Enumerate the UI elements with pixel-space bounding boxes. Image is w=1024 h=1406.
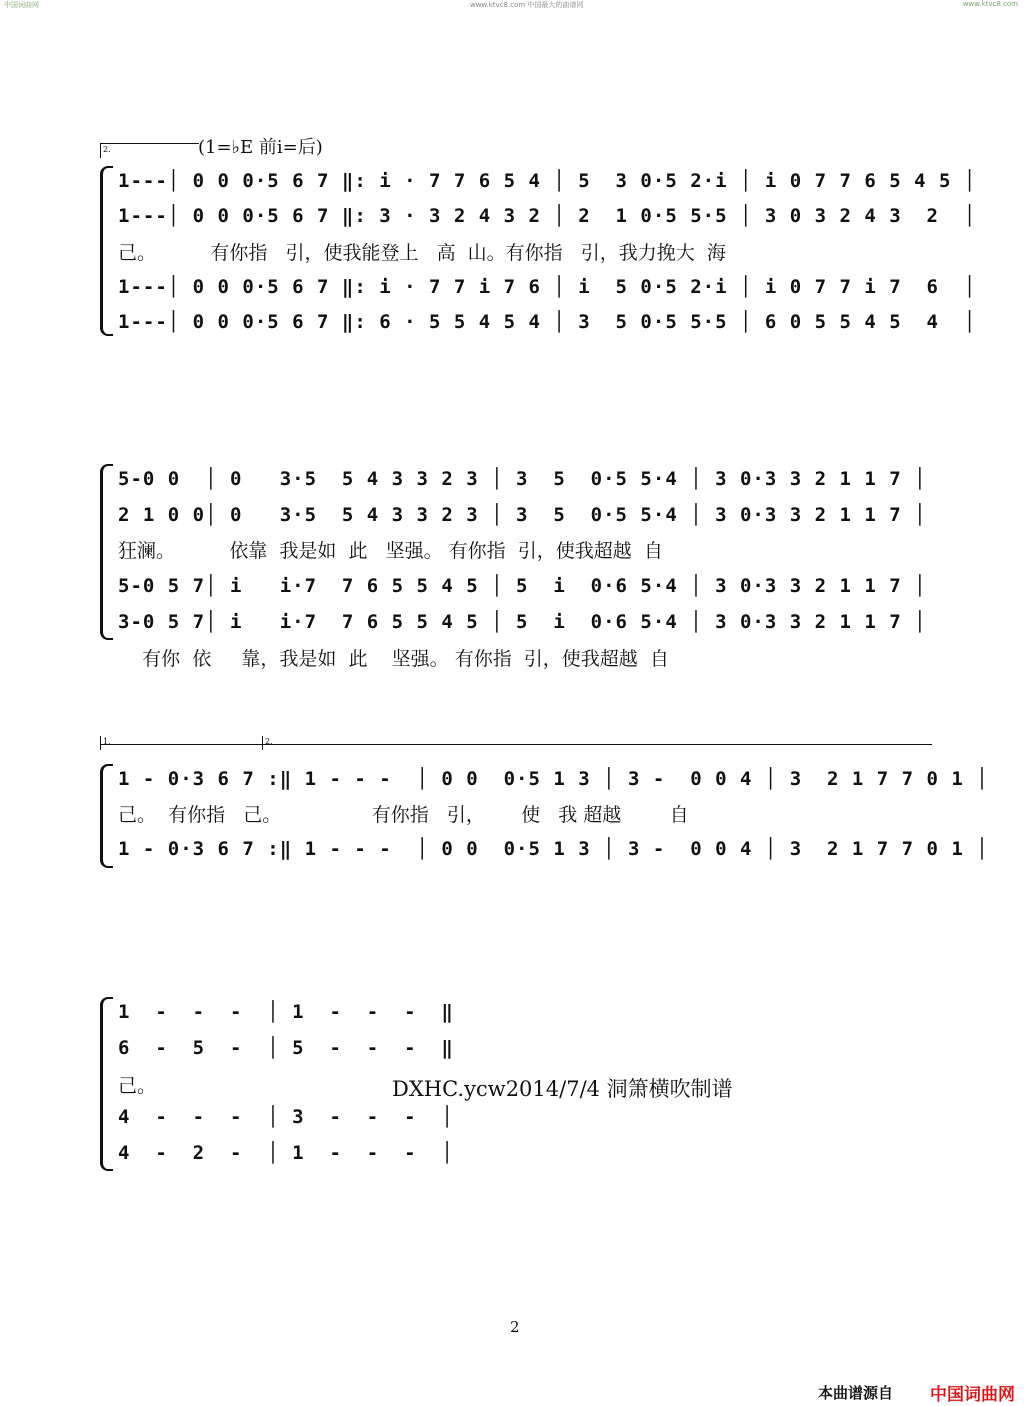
staff-row-tenor: 5-0 5 7│ i i·7 7 6 5 5 4 5 │ 5 i 0·6 5·4 │ 3 0·3 3 2 1 1 7 │ [118, 575, 927, 597]
source-label: 本曲谱源自 [818, 1384, 894, 1402]
system-bracket [100, 997, 113, 1171]
key-change-label: (1=♭E 前i=后) [198, 137, 323, 158]
lyric-line: 有你 依 靠，我是如 此 坚强。 有你指 引，使我超越 自 [118, 648, 669, 670]
arranger-credit: DXHC.ycw2014/7/4 洞箫横吹制谱 [392, 1077, 733, 1101]
volta-number: 2. [265, 737, 273, 746]
source-brand-link[interactable]: 中国词曲网 [930, 1385, 1015, 1405]
volta-first-ending [100, 736, 261, 750]
staff-row-upper: 1 - 0·3 6 7 :‖ 1 - - - │ 0 0 0·5 1 3 │ 3 - 0 0 4 │ 3 2 1 7 7 0 1 │ [118, 768, 989, 790]
staff-row-soprano: 5-0 0 │ 0 3·5 5 4 3 3 2 3 │ 3 5 0·5 5·4 │ 3 0·3 3 2 1 1 7 │ [118, 468, 927, 490]
header-site-center: www.ktvc8.com 中国最大的曲谱网 [470, 1, 584, 9]
lyric-line: 狂澜。 依靠 我是如 此 坚强。 有你指 引，使我超越 自 [118, 540, 663, 562]
system-bracket [100, 764, 113, 868]
staff-row-bass: 4 - 2 - │ 1 - - - │ [118, 1142, 454, 1164]
volta-number: 2. [103, 145, 111, 154]
system-bracket [100, 166, 113, 336]
page-number: 2 [510, 1318, 520, 1336]
header-site-right: www.ktvc8.com [962, 0, 1018, 8]
staff-row-alto: 2 1 0 0│ 0 3·5 5 4 3 3 2 3 │ 3 5 0·5 5·4 │ 3 0·3 3 2 1 1 7 │ [118, 504, 927, 526]
staff-row-alto: 6 - 5 - │ 5 - - - ‖ [118, 1037, 454, 1059]
staff-row-tenor: 4 - - - │ 3 - - - │ [118, 1106, 454, 1128]
staff-row-bass: 3-0 5 7│ i i·7 7 6 5 5 4 5 │ 5 i 0·6 5·4 │ 3 0·3 3 2 1 1 7 │ [118, 611, 927, 633]
lyric-line: 己。 [118, 1075, 157, 1097]
staff-row-bass: 1---│ 0 0 0·5 6 7 ‖: 6 · 5 5 4 5 4 │ 3 5 0·5 5·5 │ 6 0 5 5 4 5 4 │ [118, 311, 977, 333]
staff-row-soprano: 1 - - - │ 1 - - - ‖ [118, 1001, 454, 1023]
system-bracket [100, 464, 113, 640]
staff-row-alto: 1---│ 0 0 0·5 6 7 ‖: 3 · 3 2 4 3 2 │ 2 1 0·5 5·5 │ 3 0 3 2 4 3 2 │ [118, 205, 977, 227]
volta-second-ending-top [100, 143, 199, 158]
volta-number: 1. [103, 737, 111, 746]
staff-row-tenor: 1---│ 0 0 0·5 6 7 ‖: i · 7 7 i 7 6 │ i 5 0·5 2·i │ i 0 7 7 i 7 6 │ [118, 276, 977, 298]
staff-row-soprano: 1---│ 0 0 0·5 6 7 ‖: i · 7 7 6 5 4 │ 5 3 0·5 2·i │ i 0 7 7 6 5 4 5 │ [118, 170, 977, 192]
lyric-line: 己。 有你指 引，使我能登上 高 山。有你指 引，我力挽大 海 [118, 242, 726, 264]
lyric-line: 己。 有你指 己。 有你指 引， 使 我 超越 自 [118, 804, 689, 826]
staff-row-lower: 1 - 0·3 6 7 :‖ 1 - - - │ 0 0 0·5 1 3 │ 3 - 0 0 4 │ 3 2 1 7 7 0 1 │ [118, 838, 989, 860]
volta-second-ending [262, 736, 283, 750]
header-site-left: 中国词曲网 [4, 1, 39, 9]
